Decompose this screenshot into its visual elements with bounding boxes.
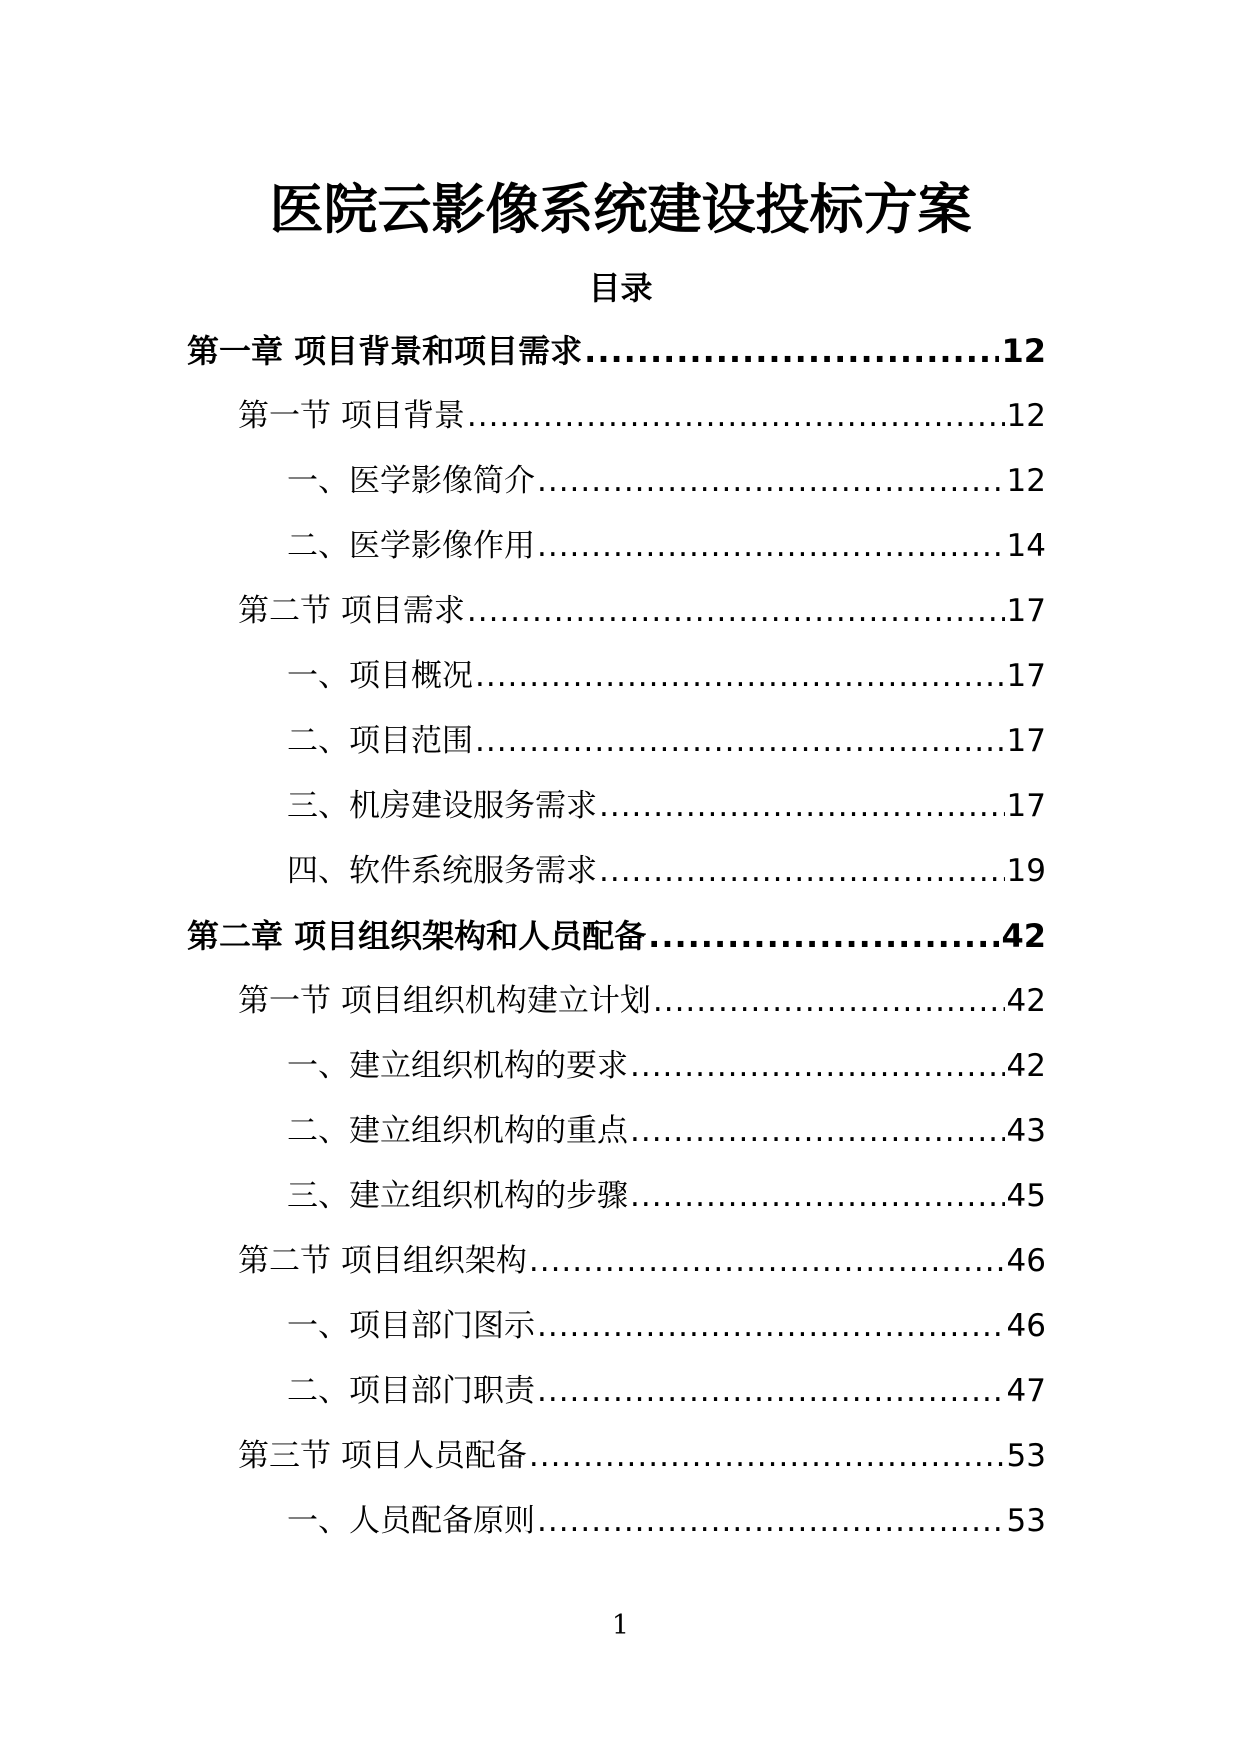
page-number: 1	[611, 1610, 630, 1641]
toc-entry-page: 45	[1006, 1178, 1046, 1214]
toc-entry-page: 46	[1006, 1308, 1046, 1344]
document-title: 医院云影像系统建设投标方案	[269, 178, 972, 241]
toc-entry-label: 三、机房建设服务需求	[287, 788, 597, 824]
toc-entry-label: 一、人员配备原则	[287, 1503, 535, 1539]
toc-entry-label: 第二节 项目组织架构	[238, 1243, 527, 1279]
toc-entry[interactable]	[0, 781, 1241, 846]
toc-entry[interactable]	[0, 651, 1241, 716]
toc-entry[interactable]	[0, 586, 1241, 651]
table-of-contents	[0, 326, 1241, 1561]
toc-entry-label: 一、建立组织机构的要求	[287, 1048, 628, 1084]
toc-entry-page: 53	[1006, 1503, 1046, 1539]
toc-entry[interactable]	[0, 976, 1241, 1041]
toc-entry[interactable]	[0, 846, 1241, 911]
toc-entry[interactable]	[0, 456, 1241, 521]
toc-entry-page: 14	[1006, 528, 1046, 564]
toc-entry[interactable]	[0, 1431, 1241, 1496]
toc-entry-page: 42	[1006, 1048, 1046, 1084]
toc-entry[interactable]	[0, 1366, 1241, 1431]
toc-entry-label: 第三节 项目人员配备	[238, 1438, 527, 1474]
dot-leader	[599, 781, 1005, 831]
toc-entry-page: 47	[1006, 1373, 1046, 1409]
toc-entry-label: 第一章 项目背景和项目需求	[187, 332, 583, 370]
toc-entry[interactable]	[0, 1496, 1241, 1561]
toc-entry[interactable]	[0, 391, 1241, 456]
toc-entry-label: 二、医学影像作用	[287, 528, 535, 564]
dot-leader	[584, 326, 999, 376]
toc-entry[interactable]	[0, 1301, 1241, 1366]
toc-entry[interactable]	[0, 1106, 1241, 1171]
dot-leader	[529, 1236, 1005, 1286]
toc-entry-label: 第二章 项目组织架构和人员配备	[187, 917, 647, 955]
toc-entry-page: 12	[1006, 463, 1046, 499]
toc-entry-label: 第二节 项目需求	[238, 593, 465, 629]
dot-leader	[537, 1301, 1005, 1351]
dot-leader	[630, 1171, 1005, 1221]
dot-leader	[537, 521, 1005, 571]
dot-leader	[630, 1041, 1005, 1091]
toc-entry[interactable]	[0, 716, 1241, 781]
toc-entry-label: 一、项目部门图示	[287, 1308, 535, 1344]
toc-entry[interactable]	[0, 911, 1241, 976]
dot-leader	[467, 391, 1005, 441]
toc-entry-label: 二、项目范围	[287, 723, 473, 759]
dot-leader	[648, 911, 999, 961]
toc-entry-page: 12	[1006, 398, 1046, 434]
toc-entry-page: 12	[1001, 332, 1046, 370]
dot-leader	[475, 716, 1005, 766]
toc-entry-page: 43	[1006, 1113, 1046, 1149]
toc-entry-page: 17	[1006, 593, 1046, 629]
toc-entry[interactable]	[0, 326, 1241, 391]
toc-entry-label: 三、建立组织机构的步骤	[287, 1178, 628, 1214]
toc-entry-label: 第一节 项目背景	[238, 398, 465, 434]
dot-leader	[537, 456, 1005, 506]
toc-entry-page: 46	[1006, 1243, 1046, 1279]
toc-entry[interactable]	[0, 1041, 1241, 1106]
toc-entry-page: 17	[1006, 788, 1046, 824]
dot-leader	[653, 976, 1005, 1026]
toc-entry-page: 17	[1006, 723, 1046, 759]
toc-entry-page: 42	[1001, 917, 1046, 955]
dot-leader	[529, 1431, 1005, 1481]
dot-leader	[537, 1366, 1005, 1416]
toc-entry[interactable]	[0, 1236, 1241, 1301]
dot-leader	[537, 1496, 1005, 1546]
dot-leader	[467, 586, 1005, 636]
toc-heading: 目录	[588, 269, 653, 307]
toc-entry-label: 四、软件系统服务需求	[287, 853, 597, 889]
toc-entry-page: 42	[1006, 983, 1046, 1019]
toc-entry-label: 一、医学影像简介	[287, 463, 535, 499]
toc-entry-page: 53	[1006, 1438, 1046, 1474]
toc-entry-page: 17	[1006, 658, 1046, 694]
dot-leader	[630, 1106, 1005, 1156]
dot-leader	[475, 651, 1005, 701]
toc-entry-label: 第一节 项目组织机构建立计划	[238, 983, 651, 1019]
toc-entry-page: 19	[1006, 853, 1046, 889]
toc-entry[interactable]	[0, 521, 1241, 586]
toc-entry-label: 一、项目概况	[287, 658, 473, 694]
toc-entry-label: 二、建立组织机构的重点	[287, 1113, 628, 1149]
toc-entry[interactable]	[0, 1171, 1241, 1236]
dot-leader	[599, 846, 1005, 896]
toc-entry-label: 二、项目部门职责	[287, 1373, 535, 1409]
